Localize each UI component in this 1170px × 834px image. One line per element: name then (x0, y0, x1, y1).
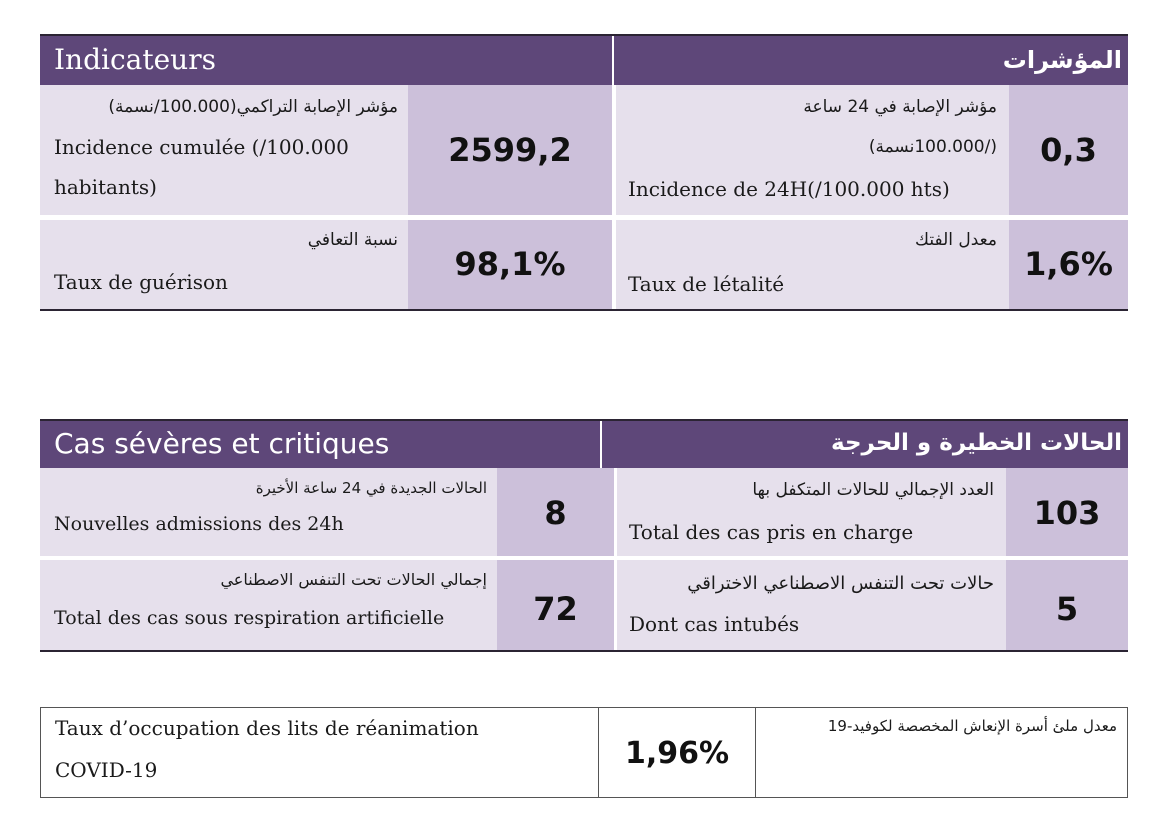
new-admissions-value-cell (497, 468, 614, 556)
incidence-24h-value: 0,3 (1040, 131, 1097, 169)
indicators-header-fr: Indicateurs (54, 43, 216, 76)
lethality-label (616, 220, 1009, 309)
lethality-ar: معدل الفتك (915, 230, 997, 250)
total-care-label (617, 468, 1006, 556)
new-admissions-fr: Nouvelles admissions des 24h (54, 513, 344, 535)
recovery-ar: نسبة التعافي (307, 230, 398, 250)
intubated-value-cell (1006, 560, 1128, 650)
new-admissions-ar: الحالات الجديدة في 24 ساعة الأخيرة (255, 479, 487, 497)
severe-header-fr: Cas sévères et critiques (54, 427, 390, 460)
cumulative-incidence-fr-2: habitants) (54, 175, 157, 199)
cumulative-incidence-ar: مؤشر الإصابة التراكمي(100.000/نسمة) (108, 97, 398, 117)
occupancy-label-fr-1: Taux d’occupation des lits de réanimation (55, 716, 479, 740)
occupancy-label-ar: معدل ملئ أسرة الإنعاش المخصصة لكوفيد-19 (827, 717, 1117, 735)
incidence-24h-ar-2: (/100.000نسمة) (868, 137, 997, 157)
incidence-24h-label (616, 85, 1009, 215)
occupancy-value: 1,96% (624, 736, 730, 771)
severe-header-ar: الحالات الخطيرة و الحرجة (831, 430, 1122, 456)
severe-header (40, 419, 1128, 468)
intubated-ar: حالات تحت التنفس الاصطناعي الاختراقي (687, 573, 994, 594)
lethality-value-cell (1009, 220, 1128, 309)
incidence-24h-value-cell (1009, 85, 1128, 215)
total-care-value-cell (1006, 468, 1128, 556)
cumulative-incidence-label (40, 85, 408, 215)
total-care-value: 103 (1033, 494, 1101, 532)
recovery-value-cell (408, 220, 612, 309)
ventilation-value-cell (497, 560, 614, 650)
ventilation-ar: إجمالي الحالات تحت التنفس الاصطناعي (220, 570, 487, 589)
occupancy-label-fr-2: COVID-19 (55, 758, 158, 782)
severe-cases-table (40, 419, 1128, 652)
new-admissions-label (40, 468, 497, 556)
incidence-24h-fr: Incidence de 24H(/100.000 hts) (628, 177, 950, 201)
cumulative-incidence-value-cell (408, 85, 612, 215)
cumulative-incidence-fr-1: Incidence cumulée (/100.000 (54, 135, 349, 159)
intubated-fr: Dont cas intubés (629, 612, 800, 636)
indicators-header (40, 34, 1128, 85)
intubated-label (617, 560, 1006, 650)
cumulative-incidence-value: 2599,2 (448, 131, 572, 169)
total-care-fr: Total des cas pris en charge (629, 520, 914, 544)
incidence-24h-ar-1: مؤشر الإصابة في 24 ساعة (803, 97, 997, 117)
recovery-label (40, 220, 408, 309)
ventilation-label (40, 560, 497, 650)
ventilation-value: 72 (533, 590, 578, 628)
indicators-header-ar: المؤشرات (1002, 46, 1122, 74)
recovery-fr: Taux de guérison (54, 270, 228, 294)
lethality-value: 1,6% (1024, 245, 1113, 283)
total-care-ar: العدد الإجمالي للحالات المتكفل بها (752, 480, 994, 500)
occupancy-table (40, 707, 1128, 798)
indicators-bottom-rule (40, 309, 1128, 311)
intubated-value: 5 (1055, 590, 1079, 628)
indicators-table (40, 34, 1128, 311)
lethality-fr: Taux de létalité (628, 272, 785, 296)
recovery-value: 98,1% (454, 245, 566, 283)
severe-bottom-rule (40, 650, 1128, 652)
ventilation-fr: Total des cas sous respiration artificielle (54, 607, 445, 629)
new-admissions-value: 8 (544, 494, 567, 532)
